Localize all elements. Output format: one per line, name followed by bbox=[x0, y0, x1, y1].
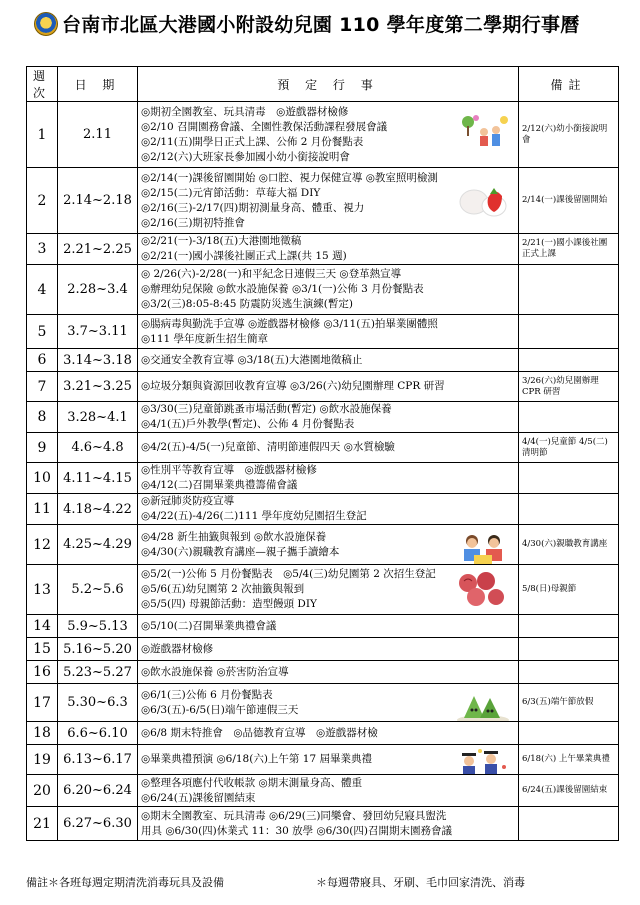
event-line: ◎6/3(五)-6/5(日)端午節連假三天 bbox=[141, 703, 299, 716]
table-row bbox=[27, 684, 619, 722]
events-cell bbox=[138, 372, 519, 402]
event-line: 用具 ◎6/30(四)休業式 11：30 放學 ◎6/30(四)召開期末園務會議 bbox=[141, 824, 452, 837]
events-cell bbox=[138, 349, 519, 372]
week-cell: 18 bbox=[27, 722, 58, 745]
week-cell: 3 bbox=[27, 234, 58, 265]
events-cell bbox=[138, 565, 519, 615]
event-line: ◎2/21(一)-3/18(五)大港園地徵稿 bbox=[141, 235, 302, 247]
note-cell bbox=[519, 722, 619, 745]
week-cell: 12 bbox=[27, 525, 58, 565]
note-cell bbox=[519, 807, 619, 841]
table-row bbox=[27, 168, 619, 234]
header bbox=[0, 0, 640, 66]
note-cell: 5/8(日)母親節 bbox=[519, 565, 619, 615]
week-cell: 1 bbox=[27, 102, 58, 168]
events-cell bbox=[138, 402, 519, 433]
footer-note-right: ＊每週帶寢具、牙刷、毛巾回家清洗、消毒 bbox=[316, 876, 525, 889]
event-line: ◎新冠肺炎防疫宣導 bbox=[141, 495, 235, 507]
date-cell: 2.21~2.25 bbox=[58, 234, 138, 265]
note-cell bbox=[519, 402, 619, 433]
week-cell: 9 bbox=[27, 433, 58, 463]
events-cell bbox=[138, 638, 519, 661]
table-header-row bbox=[27, 67, 619, 102]
date-cell: 4.25~4.29 bbox=[58, 525, 138, 565]
event-line: ◎辦理幼兒保險 ◎飲水設施保養 ◎3/1(一)公佈 3 月份餐點表 bbox=[141, 283, 424, 295]
date-cell: 4.18~4.22 bbox=[58, 494, 138, 525]
event-line: ◎2/15(二)元宵節活動：草莓大福 DIY bbox=[141, 186, 321, 199]
event-line: ◎垃圾分類與資源回收教育宣導 ◎3/26(六)幼兒園辦理 CPR 研習 bbox=[141, 380, 445, 392]
note-cell bbox=[519, 638, 619, 661]
events-cell bbox=[138, 433, 519, 463]
table-row bbox=[27, 265, 619, 315]
date-cell: 4.11~4.15 bbox=[58, 463, 138, 494]
event-line: ◎6/8 期末特推會 ◎品德教育宣導 ◎遊戲器材檢 bbox=[141, 726, 378, 739]
table-row bbox=[27, 402, 619, 433]
table-row bbox=[27, 349, 619, 372]
week-cell: 6 bbox=[27, 349, 58, 372]
table-row bbox=[27, 638, 619, 661]
date-cell: 6.27~6.30 bbox=[58, 807, 138, 841]
event-line: ◎5/2(一)公佈 5 月份餐點表 ◎5/4(三)幼兒園第 2 次招生登記 bbox=[141, 568, 436, 580]
table-row bbox=[27, 615, 619, 638]
week-cell: 5 bbox=[27, 315, 58, 349]
schedule-body bbox=[27, 102, 619, 841]
event-line: ◎3/30(三)兒童節跳蚤市場活動(暫定) ◎飲水設施保養 bbox=[141, 403, 392, 415]
table-row bbox=[27, 463, 619, 494]
table-row bbox=[27, 525, 619, 565]
note-cell: 4/30(六)親職教育講座 bbox=[519, 525, 619, 565]
page-title: 台南市北區大港國小附設幼兒園 110 學年度第二學期行事曆 bbox=[62, 14, 580, 36]
events-header: 預 定 行 事 bbox=[138, 67, 519, 102]
kids-illustration-icon bbox=[454, 110, 512, 155]
date-cell: 2.11 bbox=[58, 102, 138, 168]
date-cell: 2.28~3.4 bbox=[58, 265, 138, 315]
events-cell bbox=[138, 168, 519, 234]
events-cell bbox=[138, 265, 519, 315]
grads-illustration-icon bbox=[454, 747, 512, 775]
date-cell: 5.16~5.20 bbox=[58, 638, 138, 661]
table-row bbox=[27, 807, 619, 841]
event-line: ◎5/6(五)幼兒園第 2 次抽籤與報到 bbox=[141, 583, 305, 595]
event-line: ◎期初全園教室、玩具清毒 ◎遊戲器材檢修 bbox=[141, 105, 349, 118]
date-cell: 3.28~4.1 bbox=[58, 402, 138, 433]
event-line: ◎2/16(三)期初特推會 bbox=[141, 216, 245, 229]
event-line: ◎6/24(五)課後留園結束 bbox=[141, 791, 256, 804]
note-cell bbox=[519, 494, 619, 525]
event-line: ◎ 2/26(六)-2/28(一)和平紀念日連假三天 ◎登革熱宣導 bbox=[141, 268, 402, 280]
event-line: ◎4/12(二)召開畢業典禮籌備會議 bbox=[141, 479, 298, 491]
events-cell bbox=[138, 615, 519, 638]
week-cell: 17 bbox=[27, 684, 58, 722]
date-cell: 6.6~6.10 bbox=[58, 722, 138, 745]
note-cell: 6/24(五)課後留園結束 bbox=[519, 775, 619, 807]
table-row bbox=[27, 722, 619, 745]
date-cell: 6.13~6.17 bbox=[58, 745, 138, 775]
event-line: ◎4/1(五)戶外教學(暫定)、公佈 4 月份餐點表 bbox=[141, 418, 355, 430]
event-line: ◎飲水設施保養 ◎菸害防治宣導 bbox=[141, 665, 289, 678]
week-cell: 21 bbox=[27, 807, 58, 841]
events-cell bbox=[138, 525, 519, 565]
event-line: ◎2/14(一)課後留園開始 ◎口腔、視力保健宣導 ◎教室照明檢測 bbox=[141, 171, 438, 184]
week-cell: 11 bbox=[27, 494, 58, 525]
date-cell: 3.14~3.18 bbox=[58, 349, 138, 372]
event-line: ◎畢業典禮預演 ◎6/18(六)上午第 17 屆畢業典禮 bbox=[141, 753, 372, 765]
table-row bbox=[27, 315, 619, 349]
events-cell bbox=[138, 661, 519, 684]
week-cell: 15 bbox=[27, 638, 58, 661]
date-cell: 4.6~4.8 bbox=[58, 433, 138, 463]
event-line: ◎5/10(二)召開畢業典禮會議 bbox=[141, 619, 277, 632]
school-logo-icon bbox=[34, 12, 58, 36]
date-cell: 5.9~5.13 bbox=[58, 615, 138, 638]
event-line: ◎2/16(三)-2/17(四)期初測量身高、體重、視力 bbox=[141, 201, 365, 214]
note-cell bbox=[519, 661, 619, 684]
event-line: ◎性別平等教育宣導 ◎遊戲器材檢修 bbox=[141, 464, 317, 476]
event-line: ◎2/10 召開園務會議、全園性教保活動課程發展會議 bbox=[141, 120, 388, 133]
date-header: 日 期 bbox=[58, 67, 138, 102]
footer-note-left: 備註＊各班每週定期清洗消毒玩具及設備 bbox=[26, 876, 224, 889]
events-cell bbox=[138, 102, 519, 168]
week-cell: 19 bbox=[27, 745, 58, 775]
table-row bbox=[27, 565, 619, 615]
event-line: ◎3/2(三)8:05-8:45 防震防災逃生演練(暫定) bbox=[141, 298, 353, 310]
event-line: ◎2/11(五)開學日正式上課、公佈 2 月份餐點表 bbox=[141, 135, 364, 148]
date-cell: 3.21~3.25 bbox=[58, 372, 138, 402]
week-cell: 13 bbox=[27, 565, 58, 615]
events-cell bbox=[138, 745, 519, 775]
date-cell: 5.23~5.27 bbox=[58, 661, 138, 684]
event-line: ◎腸病毒與勤洗手宣導 ◎遊戲器材檢修 ◎3/11(五)拍畢業團體照 bbox=[141, 317, 438, 330]
note-cell bbox=[519, 265, 619, 315]
events-cell bbox=[138, 722, 519, 745]
event-line: ◎遊戲器材檢修 bbox=[141, 642, 214, 655]
schedule-table bbox=[26, 66, 619, 841]
week-cell: 10 bbox=[27, 463, 58, 494]
events-cell bbox=[138, 234, 519, 265]
date-cell: 2.14~2.18 bbox=[58, 168, 138, 234]
event-line: ◎4/2(五)-4/5(一)兒童節、清明節連假四天 ◎水質檢驗 bbox=[141, 441, 395, 453]
date-cell: 3.7~3.11 bbox=[58, 315, 138, 349]
week-cell: 7 bbox=[27, 372, 58, 402]
date-cell: 5.30~6.3 bbox=[58, 684, 138, 722]
event-line: ◎交通安全教育宣導 ◎3/18(五)大港園地徵稿止 bbox=[141, 353, 363, 366]
event-line: ◎整理各項應付代收帳款 ◎期末測量身高、體重 bbox=[141, 776, 363, 789]
notes-header: 備註 bbox=[519, 67, 619, 102]
note-cell: 6/3(五)端午節放假 bbox=[519, 684, 619, 722]
event-line: ◎期末全園教室、玩具清毒 ◎6/29(三)同樂會、發回幼兒寢具盥洗 bbox=[141, 809, 447, 822]
note-cell: 2/21(一)國小課後社團正式上課 bbox=[519, 234, 619, 265]
week-header: 週次 bbox=[27, 67, 58, 102]
table-row bbox=[27, 775, 619, 807]
table-row bbox=[27, 433, 619, 463]
note-cell bbox=[519, 349, 619, 372]
note-cell: 3/26(六)幼兒園辦理 CPR 研習 bbox=[519, 372, 619, 402]
date-cell: 5.2~5.6 bbox=[58, 565, 138, 615]
table-row bbox=[27, 102, 619, 168]
events-cell bbox=[138, 315, 519, 349]
events-cell bbox=[138, 494, 519, 525]
note-cell: 2/12(六)幼小銜接說明會 bbox=[519, 102, 619, 168]
note-cell bbox=[519, 615, 619, 638]
events-cell bbox=[138, 775, 519, 807]
event-line: ◎2/12(六)大班家長參加國小幼小銜接說明會 bbox=[141, 150, 350, 163]
week-cell: 2 bbox=[27, 168, 58, 234]
table-row bbox=[27, 661, 619, 684]
date-cell: 6.20~6.24 bbox=[58, 775, 138, 807]
note-cell bbox=[519, 463, 619, 494]
event-line: ◎4/22(五)-4/26(二)111 學年度幼兒園招生登記 bbox=[141, 510, 367, 522]
week-cell: 8 bbox=[27, 402, 58, 433]
zongzi-illustration-icon bbox=[454, 686, 512, 722]
event-line: ◎6/1(三)公佈 6 月份餐點表 bbox=[141, 688, 273, 701]
strawberry-illustration-icon bbox=[454, 178, 512, 223]
week-cell: 4 bbox=[27, 265, 58, 315]
note-cell: 6/18(六) 上午畢業典禮 bbox=[519, 745, 619, 775]
week-cell: 14 bbox=[27, 615, 58, 638]
event-line: ◎2/21(一)國小課後社團正式上課(共 15 週) bbox=[141, 250, 347, 262]
readers-illustration-icon bbox=[454, 529, 512, 565]
events-cell bbox=[138, 463, 519, 494]
event-line: ◎111 學年度新生招生簡章 bbox=[141, 332, 269, 345]
note-cell bbox=[519, 315, 619, 349]
week-cell: 16 bbox=[27, 661, 58, 684]
week-cell: 20 bbox=[27, 775, 58, 807]
note-cell: 2/14(一)課後留園開始 bbox=[519, 168, 619, 234]
event-line: ◎4/30(六)親職教育講座—親子攜手讀繪本 bbox=[141, 545, 340, 558]
note-cell: 4/4(一)兒童節 4/5(二)清明節 bbox=[519, 433, 619, 463]
buns-illustration-icon bbox=[454, 569, 512, 614]
events-cell bbox=[138, 807, 519, 841]
event-line: ◎5/5(四) 母親節活動：造型饅頭 DIY bbox=[141, 598, 317, 610]
table-row bbox=[27, 745, 619, 775]
event-line: ◎4/28 新生抽籤與報到 ◎飲水設施保養 bbox=[141, 530, 327, 543]
events-cell bbox=[138, 684, 519, 722]
table-row bbox=[27, 372, 619, 402]
table-row bbox=[27, 234, 619, 265]
table-row bbox=[27, 494, 619, 525]
